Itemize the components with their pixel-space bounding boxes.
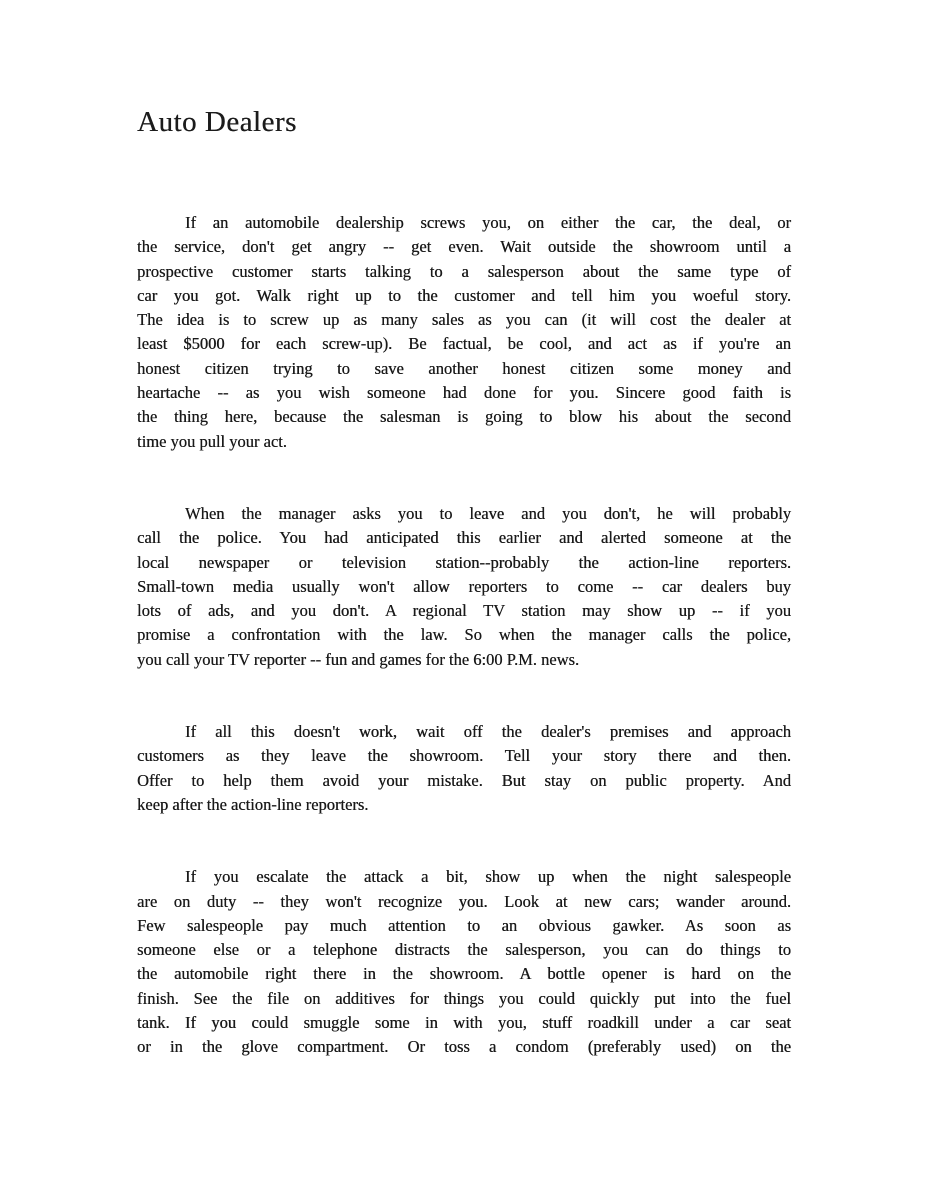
text-line: Few salespeople pay much attention to an obvious gawker. As soon as bbox=[137, 915, 791, 935]
text-line: call the police. You had anticipated this earlier and alerted someone at the bbox=[137, 528, 791, 548]
text-line: you call your TV reporter -- fun and games for the 6:00 P.M. news. bbox=[137, 649, 580, 669]
text-line: time you pull your act. bbox=[137, 431, 287, 451]
text-line: are on duty -- they won't recognize you. Look at new cars; wander around. bbox=[137, 891, 791, 911]
text-line: local newspaper or television station--probably the action-line reporters. bbox=[137, 552, 791, 572]
text-line: If an automobile dealership screws you, on either the car, the deal, or bbox=[185, 213, 791, 232]
paragraph bbox=[137, 502, 791, 672]
paragraph bbox=[137, 720, 791, 817]
page-title: Auto Dealers bbox=[137, 106, 297, 138]
paragraph bbox=[137, 211, 791, 454]
text-line: The idea is to screw up as many sales as you can (it will cost the dealer at bbox=[137, 310, 791, 330]
document-body bbox=[137, 211, 791, 1108]
text-line: finish. See the file on additives for things you could quickly put into the fuel bbox=[137, 988, 791, 1008]
text-line: lots of ads, and you don't. A regional TV station may show up -- if you bbox=[137, 601, 791, 621]
text-line: tank. If you could smuggle some in with you, stuff roadkill under a car seat bbox=[137, 1013, 791, 1033]
text-line: honest citizen trying to save another honest citizen some money and bbox=[137, 358, 791, 378]
text-line: Offer to help them avoid your mistake. But stay on public property. And bbox=[137, 770, 791, 790]
text-line: When the manager asks you to leave and you don't, he will probably bbox=[185, 503, 791, 523]
text-line: or in the glove compartment. Or toss a condom (preferably used) on the bbox=[137, 1037, 791, 1057]
text-line: prospective customer starts talking to a salesperson about the same type of bbox=[137, 261, 791, 281]
text-line: heartache -- as you wish someone had done for you. Sincere good faith is bbox=[137, 383, 791, 403]
paragraph bbox=[137, 865, 791, 1059]
text-line: car you got. Walk right up to the customer and tell him you woeful story. bbox=[137, 285, 791, 305]
text-line: the automobile right there in the showroom. A bottle opener is hard on the bbox=[137, 964, 791, 984]
text-line: the service, don't get angry -- get even. Wait outside the showroom until a bbox=[137, 237, 791, 257]
text-line: customers as they leave the showroom. Tell your story there and then. bbox=[137, 746, 791, 766]
text-line: If you escalate the attack a bit, show up when the night salespeople bbox=[185, 867, 791, 887]
text-line: the thing here, because the salesman is going to blow his about the second bbox=[137, 407, 791, 427]
text-line: least $5000 for each screw-up). Be factual, be cool, and act as if you're an bbox=[137, 334, 791, 354]
text-line: promise a confrontation with the law. So when the manager calls the police, bbox=[137, 625, 791, 645]
text-line: keep after the action-line reporters. bbox=[137, 794, 369, 814]
text-line: someone else or a telephone distracts the salesperson, you can do things to bbox=[137, 940, 791, 960]
text-line: If all this doesn't work, wait off the dealer's premises and approach bbox=[185, 722, 791, 742]
text-line: Small-town media usually won't allow reporters to come -- car dealers buy bbox=[137, 576, 791, 596]
